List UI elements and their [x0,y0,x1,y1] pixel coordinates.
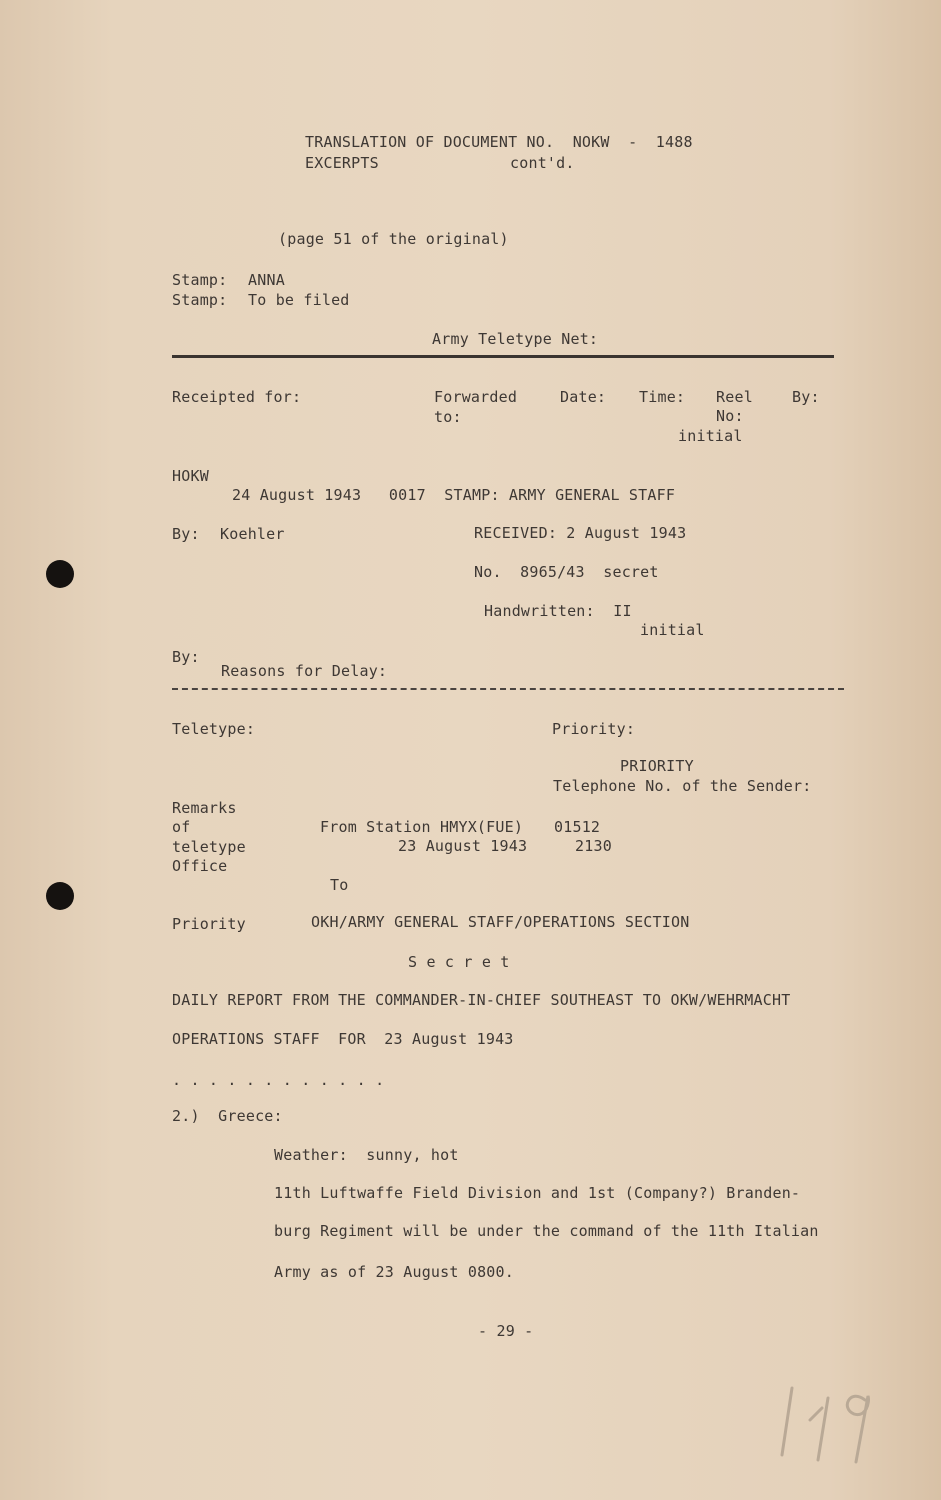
telephone-label: Telephone No. of the Sender: [553,777,812,795]
priority-label: Priority: [552,720,636,738]
page-number: - 29 - [478,1322,534,1340]
stamp-label: Stamp: [172,271,228,289]
ellipsis-dots: . . . . . . . . . . . . [172,1071,385,1089]
weather-line: Weather: sunny, hot [274,1146,459,1164]
by-label: By: [172,525,200,543]
section-heading: 2.) Greece: [172,1107,283,1125]
stamp-value: To be filed [248,291,350,309]
stamp-value: ANNA [248,271,285,289]
remarks-label: of [172,818,191,836]
continued-label: cont'd. [510,154,575,172]
remarks-label: Office [172,857,228,875]
punch-hole [46,882,74,910]
section-divider [172,355,834,358]
time-label: Time: [639,388,686,406]
recipient: OKH/ARMY GENERAL STAFF/OPERATIONS SECTION [311,913,690,931]
sent-date: 23 August 1943 [398,837,528,855]
page-reference: (page 51 of the original) [278,230,509,248]
forwarded-to-label: to: [434,408,462,426]
teletype-net-label: Army Teletype Net: [432,330,599,348]
paragraph-line: Army as of 23 August 0800. [274,1263,514,1281]
forwarded-label: Forwarded [434,388,518,406]
reel-label: Reel [716,388,753,406]
date-label: Date: [560,388,607,406]
dashed-divider [172,688,844,690]
priority-row-label: Priority [172,915,246,933]
paragraph-line: burg Regiment will be under the command of the 11th Italian [274,1222,819,1240]
handwritten-initial: initial [640,621,705,639]
by-label: By: [792,388,820,406]
reel-no-label: No: [716,407,744,425]
reasons-for-delay-label: Reasons for Delay: [221,662,388,680]
handwritten-page-mark [770,1380,900,1470]
teletype-label: Teletype: [172,720,256,738]
sender-phone-number: 01512 [554,818,601,836]
handwritten-note: Handwritten: II [484,602,632,620]
stamp-label: Stamp: [172,291,228,309]
receipted-label: Receipted for: [172,388,302,406]
paragraph-line: 11th Luftwaffe Field Division and 1st (Company?) Branden- [274,1184,801,1202]
from-station: From Station HMYX(FUE) [320,818,524,836]
message-number: No. 8965/43 secret [474,563,659,581]
origin-date-stamp: 24 August 1943 0017 STAMP: ARMY GENERAL STAFF [232,486,676,504]
initial-label: initial [678,427,743,445]
document-title: TRANSLATION OF DOCUMENT NO. NOKW - 1488 [305,133,693,151]
report-title-line: DAILY REPORT FROM THE COMMANDER-IN-CHIEF SOUTHEAST TO OKW/WEHRMACHT [172,991,791,1009]
by-name: Koehler [220,525,285,543]
by-label: By: [172,648,200,666]
to-label: To [330,876,349,894]
excerpts-label: EXCERPTS [305,154,379,172]
sent-time: 2130 [575,837,612,855]
received-stamp: RECEIVED: 2 August 1943 [474,524,687,542]
remarks-label: Remarks [172,799,237,817]
remarks-label: teletype [172,838,246,856]
priority-value: PRIORITY [620,757,694,775]
report-title-line: OPERATIONS STAFF FOR 23 August 1943 [172,1030,514,1048]
punch-hole [46,560,74,588]
station-code: HOKW [172,467,209,485]
secret-heading: S e c r e t [408,953,510,971]
